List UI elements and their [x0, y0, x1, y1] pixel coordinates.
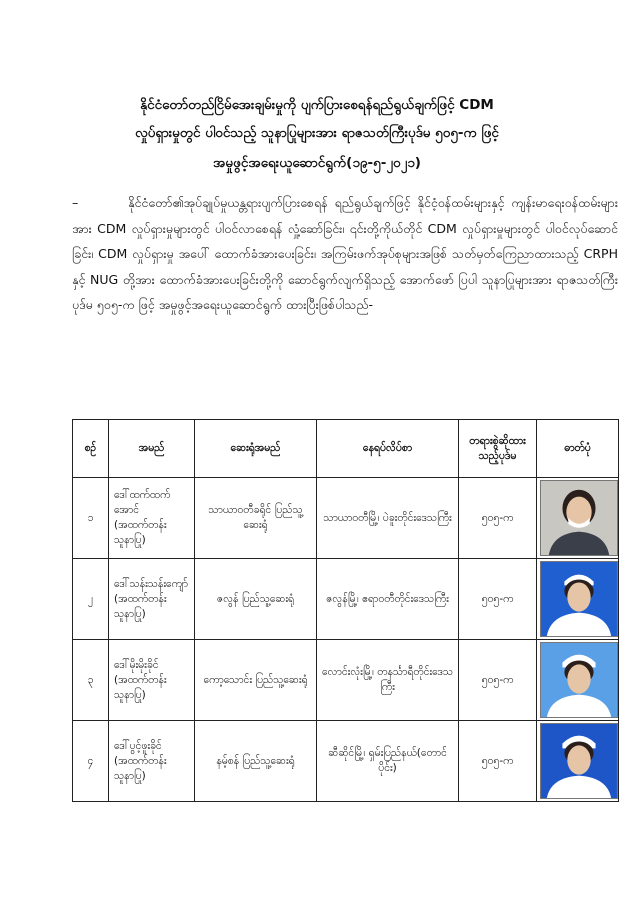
- row-number: ၃: [73, 640, 109, 721]
- header-section: တရားစွဲဆိုထား သည့်ပုဒ်မ: [459, 420, 537, 478]
- paragraph-dash: –: [72, 195, 79, 210]
- header-hospital: ဆေးရုံအမည်: [195, 420, 317, 478]
- title-line-1: နိုင်ငံတော်တည်ငြိမ်အေးချမ်းမှုကို ပျက်ပြားစေရန်ရည်ရွယ်ချက်ဖြင့် CDM: [140, 97, 494, 113]
- row-photo-cell: [537, 640, 619, 721]
- header-no: စဉ်: [73, 420, 109, 478]
- row-hospital: နမ့်စန် ပြည်သူ့ဆေးရုံ: [195, 721, 317, 802]
- portrait-image: [541, 481, 617, 555]
- portrait-image: [541, 724, 617, 798]
- person-photo: [540, 480, 618, 556]
- table-row: [73, 640, 619, 721]
- portrait-image: [541, 562, 617, 636]
- row-name: ဒေါ်ပွင့်ဖူးခိုင် (အထက်တန်း သူနာပြု): [109, 721, 195, 802]
- portrait-image: [541, 643, 617, 717]
- row-hospital: ဇလွန် ပြည်သူ့ဆေးရုံ: [195, 559, 317, 640]
- row-name: ဒေါ်ထက်ထက်အောင် (အထက်တန်း သူနာပြု): [109, 478, 195, 559]
- row-address: လောင်းလုံးမြို့၊ တနင်္သာရီတိုင်းဒေသကြီး: [317, 640, 459, 721]
- table-row: [73, 559, 619, 640]
- nurses-table: [72, 419, 619, 802]
- row-number: ၂: [73, 559, 109, 640]
- row-hospital: ကော့သောင်း ပြည်သူ့ဆေးရုံ: [195, 640, 317, 721]
- row-photo-cell: [537, 559, 619, 640]
- row-address: ဆီဆိုင်မြို့၊ ရှမ်းပြည်နယ်(တောင်ပိုင်း): [317, 721, 459, 802]
- row-section: ၅၀၅-က: [459, 559, 537, 640]
- row-number: ၄: [73, 721, 109, 802]
- table-header-row: [73, 420, 619, 478]
- table-row: [73, 478, 619, 559]
- row-section: ၅၀၅-က: [459, 640, 537, 721]
- title-line-2: လှုပ်ရှားမှုတွင် ပါဝင်သည့် သူနာပြုများအား ရာဇသတ်ကြီးပုဒ်မ ၅၀၅-က ဖြင့်: [135, 125, 499, 141]
- row-name: ဒေါ်သန်းသန်းကျော် (အထက်တန်း သူနာပြု): [109, 559, 195, 640]
- row-address: သာယာဝတီမြို့၊ ပဲခူးတိုင်းဒေသကြီး: [317, 478, 459, 559]
- person-photo: [540, 723, 618, 799]
- table-row: [73, 721, 619, 802]
- person-photo: [540, 561, 618, 637]
- header-name: အမည်: [109, 420, 195, 478]
- row-number: ၁: [73, 478, 109, 559]
- row-address: ဇလွန်မြို့၊ ဧရာဝတီတိုင်းဒေသကြီး: [317, 559, 459, 640]
- title-line-3: အမှုဖွင့်အရေးယူဆောင်ရွက်(၁၉-၅-၂၀၂၁): [213, 155, 421, 171]
- row-photo-cell: [537, 721, 619, 802]
- body-paragraph: [72, 190, 618, 318]
- row-photo-cell: [537, 478, 619, 559]
- row-section: ၅၀၅-က: [459, 478, 537, 559]
- header-photo: ဓာတ်ပုံ: [537, 420, 619, 478]
- person-photo: [540, 642, 618, 718]
- row-section: ၅၀၅-က: [459, 721, 537, 802]
- row-name: ဒေါ်မိုးမိုးခိုင် (အထက်တန်း သူနာပြု): [109, 640, 195, 721]
- paragraph-text: နိုင်ငံတော်၏အုပ်ချုပ်မှုယန္တရားပျက်ပြားစေရန် ရည်ရွယ်ချက်ဖြင့် နိုင်ငံ့ဝန်ထမ်းများနှင့် ကျန်းမာရေးဝန်ထမ်းများအား CDM လှုပ်ရှားမှုများတွင် ပါဝင်လာစေရန် လှုံ့ဆော်ခြင်း၊ ၎င်းတို့ကိုယ်တိုင် CDM လှုပ်ရှားမှုများတွင် ပါဝင်လုပ်ဆောင်ခြင်း၊ CDM လှုပ်ရှားမှု အပေါ် ထောက်ခံအားပေးခြင်း၊ အကြမ်းဖက်အုပ်စုများအဖြစ် သတ်မှတ်ကြေညာထားသည့် CRPH နှင့် NUG တို့အား ထောက်ခံအားပေးခြင်းတို့ကို ဆောင်ရွက်လျက်ရှိသည့် အောက်ဖော် ပြပါ သူနာပြုများအား ရာဇသတ်ကြီးပုဒ်မ ၅၀၅-က ဖြင့် အမှုဖွင့်အရေးယူဆောင်ရွက် ထားပြီးဖြစ်ပါသည်-: [72, 195, 618, 312]
- header-address: နေရပ်လိပ်စာ: [317, 420, 459, 478]
- row-hospital: သာယာဝတီခရိုင် ပြည်သူ့ဆေးရုံ: [195, 478, 317, 559]
